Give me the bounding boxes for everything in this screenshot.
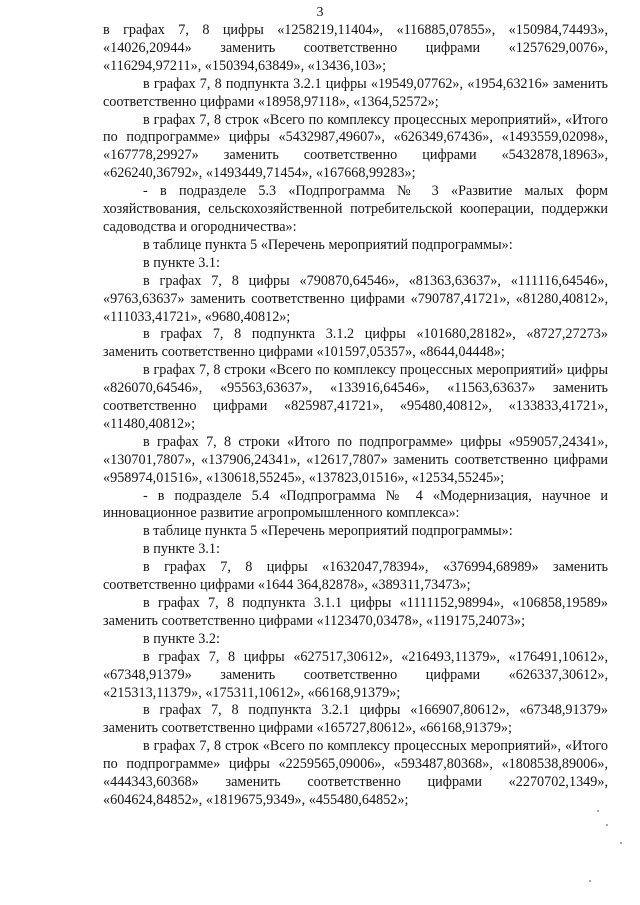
paragraph-16: в пункте 3.2: [143,630,220,647]
paragraph-9: в графах 7, 8 строки «Всего по комплексу процессных мероприятий» цифры «826070,64546», «95563,63637», «133916,64546», «11563,63637» заменить соответственно цифрами «825987,41721», «95480,40812», «133833,41721», «11480,40812»; [103,362,608,432]
scan-speck [620,842,622,844]
scan-speck [606,824,608,826]
paragraph-19: в графах 7, 8 строк «Всего по комплексу процессных мероприятий», «Итого по подпрограмме» цифры «2259565,09006», «593487,80368», «1808538,89006», «444343,60368» заменить соответственно цифрами «2270702,1349», «604624,84852», «1819675,9349», «455480,64852»; [103,738,608,808]
paragraph-17: в графах 7, 8 цифры «627517,30612», «216493,11379», «176491,10612», «67348,91379» заменить соответственно цифрами «626337,30612», «215313,11379», «175311,10612», «66168,91379»; [103,648,608,701]
paragraph-6: в пункте 3.1: [143,254,220,271]
paragraph-13: в пункте 3.1: [143,541,220,558]
paragraph-4: - в подразделе 5.3 «Подпрограмма № 3 «Развитие малых форм хозяйствования, сельскохозяйственной потребительской кооперации, поддержки садоводства и огородничества»: [103,183,608,235]
scan-speck [589,880,591,882]
paragraph-3: в графах 7, 8 строк «Всего по комплексу процессных мероприятий», «Итого по подпрограмме» цифры «5432987,49607», «626349,67436», «1493559,02098», «167778,29927» заменить соответственно цифрами «5432878,18963», «626240,36792», «1493449,71454», «167668,99283»; [103,111,608,182]
paragraph-5: в таблице пункта 5 «Перечень мероприятий подпрограммы»: [143,236,513,253]
document-body [103,22,608,810]
paragraph-1: в графах 7, 8 цифры «1258219,11404», «116885,07855», «150984,74493», «14026,20944» заменить соответственно цифрами «1257629,0076», «116294,97211», «150394,63849», «13436,103»; [103,22,608,74]
paragraph-7: в графах 7, 8 цифры «790870,64546», «81363,63637», «111116,64546», «9763,63637» заменить соответственно цифрами «790787,41721», «81280,40812», «111033,41721», «9680,40812»; [103,272,608,325]
paragraph-2: в графах 7, 8 подпункта 3.2.1 цифры «19549,07762», «1954,63216» заменить соответственно цифрами «18958,97118», «1364,52572»; [103,75,608,110]
paragraph-8: в графах 7, 8 подпункта 3.1.2 цифры «101680,28182», «8727,27273» заменить соответственно цифрами «101597,05357», «8644,04448»; [103,326,608,361]
paragraph-12: в таблице пункта 5 «Перечень мероприятий подпрограммы»: [143,523,513,540]
paragraph-10: в графах 7, 8 строки «Итого по подпрограмме» цифры «959057,24341», «130701,7807», «137906,24341», «12617,7807» заменить соответственно цифрами «958974,01516», «130618,55245», «137823,01516», «12534,55245»; [103,433,608,486]
page-number: 3 [316,5,324,20]
paragraph-18: в графах 7, 8 подпункта 3.2.1 цифры «166907,80612», «67348,91379» заменить соответственно цифрами «165727,80612», «66168,91379»; [103,702,608,737]
paragraph-15: в графах 7, 8 подпункта 3.1.1 цифры «1111152,98994», «106858,19589» заменить соответственно цифрами «1123470,03478», «119175,24073»; [103,595,608,629]
paragraph-14: в графах 7, 8 цифры «1632047,78394», «376994,68989» заменить соответственно цифрами «1644 364,82878», «389311,73473»; [103,559,608,594]
paragraph-11: - в подразделе 5.4 «Подпрограмма № 4 «Модернизация, научное и инновационное развитие агропромышленного комплекса»: [103,487,608,522]
scan-speck [597,810,599,812]
